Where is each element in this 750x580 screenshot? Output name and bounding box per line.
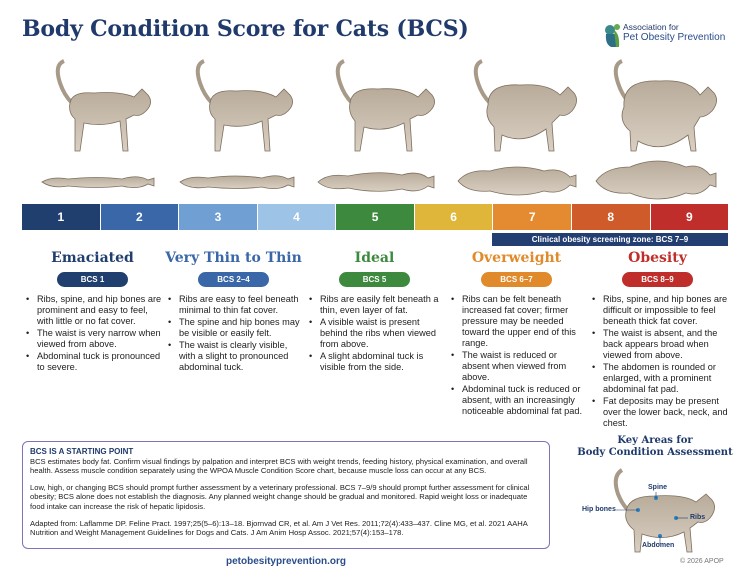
cat-side-5	[616, 61, 717, 151]
cat-side-2	[198, 61, 293, 151]
bcs-segment-1	[22, 204, 101, 230]
key-title-line1: Key Areas for	[617, 435, 693, 446]
bcs-segment-label: 9	[685, 210, 693, 224]
note-paragraph-1: BCS estimates body fat. Confirm visual findings by palpation and interpret BCS with weight trends, feeding history, physical examination, and overall health. Assess muscle condition separately using the WPOA Muscle Condition Score chart, because muscle loss can occur at any BCS.	[30, 456, 528, 476]
bcs-pill-ideal: BCS 5	[339, 272, 410, 287]
list-item: • The waist is absent, and the back appears broad when viewed from above.	[590, 328, 730, 361]
bcs-segment-label: 7	[528, 210, 536, 224]
list-item: • The spine and hip bones may be visible or easily felt.	[166, 317, 304, 339]
starting-point-note	[22, 441, 550, 549]
cat-side-3	[338, 61, 435, 151]
bcs-segment-6	[415, 204, 494, 230]
list-item: • The waist is very narrow when viewed from above.	[24, 328, 162, 350]
category-title-overweight: Overweight	[471, 250, 562, 266]
bcs-pill-obesity: BCS 8–9	[622, 272, 693, 287]
note-references: Adapted from: Laflamme DP. Feline Pract. 1997;25(5–6):13–18. Bjornvad CR, et al. Am J Vet Res. 2011;72(4):433–437. Cline MG, et al. 2021 AAHA Nutrition and Weight Management Guidelines for Dogs and Cats. J Am Anim Hosp Assoc. 2021;57(4):153–178.	[30, 518, 528, 538]
key-label-spine: Spine	[648, 484, 668, 491]
bcs-segment-7	[493, 204, 572, 230]
bcs-segment-label: 4	[293, 210, 300, 224]
bcs-segment-label: 5	[371, 210, 379, 224]
cat-side-4	[476, 61, 577, 151]
bullets-obesity	[590, 294, 730, 430]
key-label-ribs: Ribs	[690, 514, 706, 521]
list-item: • Ribs are easily felt beneath a thin, even layer of fat.	[307, 294, 445, 316]
bcs-pill-thin: BCS 2–4	[198, 272, 269, 287]
category-title-emaciated: Emaciated	[51, 250, 134, 266]
bcs-segment-label: 2	[136, 210, 143, 224]
list-item: • A visible waist is present behind the ribs when viewed from above.	[307, 317, 445, 350]
bcs-segment-label: 8	[607, 210, 615, 224]
cat-side-1	[58, 61, 151, 151]
list-item: • The waist is reduced or absent when viewed from above.	[449, 350, 587, 383]
key-title-line2: Body Condition Assessment	[577, 447, 733, 458]
cat-top-2	[180, 176, 294, 189]
bullets-emaciated	[24, 294, 162, 374]
list-item: • The abdomen is rounded or enlarged, with a prominent abdominal fat pad.	[590, 362, 730, 395]
key-areas-title	[565, 435, 745, 459]
bcs-segment-5	[336, 204, 415, 230]
bcs-pill-overweight: BCS 6–7	[481, 272, 552, 287]
list-item: • Ribs can be felt beneath increased fat cover; firmer pressure may be needed toward the upper end of this range.	[449, 294, 587, 349]
bcs-segment-label: 6	[450, 210, 457, 224]
bcs-segment-4	[258, 204, 337, 230]
obesity-zone-banner: Clinical obesity screening zone: BCS 7–9	[492, 233, 728, 246]
dog-cat-logo-icon	[604, 22, 622, 48]
list-item: • Ribs are easy to feel beneath minimal to thin fat cover.	[166, 294, 304, 316]
list-item: • A slight abdominal tuck is visible from the side.	[307, 351, 445, 373]
cat-top-5	[596, 161, 716, 199]
bcs-segment-8	[572, 204, 651, 230]
note-paragraph-2: Low, high, or changing BCS should prompt further assessment by a veterinary professional. BCS 7–9/9 should prompt further assessment for clinical obesity; BCS alone does not establish the diagnosis. Any planned weight change should be gradual and monitored. Rapid weight loss or inadequate food intake can increase the risk of hepatic lipidosis.	[30, 482, 530, 511]
bcs-segment-9	[651, 204, 729, 230]
list-item: • Abdominal tuck is pronounced to severe.	[24, 351, 162, 373]
category-title-thin: Very Thin to Thin	[165, 250, 302, 266]
list-item: • Abdominal tuck is reduced or absent, with an increasingly noticeable abdominal fat pad.	[449, 384, 587, 417]
bcs-pill-emaciated: BCS 1	[57, 272, 128, 287]
category-title-ideal: Ideal	[354, 250, 395, 266]
list-item: • Ribs, spine, and hip bones are difficult or impossible to feel beneath thick fat cover.	[590, 294, 730, 327]
cat-top-3	[318, 173, 434, 192]
cat-illustrations	[22, 55, 728, 200]
bcs-segment-label: 3	[214, 210, 222, 224]
copyright: © 2026 APOP	[680, 558, 724, 565]
bcs-scale-bar	[22, 204, 728, 230]
key-label-abdomen: Abdomen	[642, 542, 675, 549]
bullets-ideal	[307, 294, 445, 374]
bullets-thin	[166, 294, 304, 374]
page-title: Body Condition Score for Cats (BCS)	[22, 16, 469, 42]
cat-top-4	[458, 167, 576, 195]
apop-logo	[604, 22, 744, 50]
note-heading: BCS IS A STARTING POINT	[30, 447, 134, 456]
website-link[interactable]: petobesityprevention.org	[225, 556, 346, 567]
logo-line1: Association for	[623, 22, 679, 32]
bullets-overweight	[449, 294, 587, 418]
cat-top-1	[42, 177, 154, 188]
bcs-segment-3	[179, 204, 258, 230]
key-label-hip-bones: Hip bones	[582, 506, 616, 513]
category-title-obesity: Obesity	[628, 250, 687, 266]
list-item: • Fat deposits may be present over the lower back, neck, and chest.	[590, 396, 730, 429]
list-item: • Ribs, spine, and hip bones are prominent and easy to feel, with little or no fat cover.	[24, 294, 162, 327]
key-areas-diagram	[560, 462, 746, 554]
bcs-segment-2	[101, 204, 180, 230]
list-item: • The waist is clearly visible, with a slight to pronounced abdominal tuck.	[166, 340, 304, 373]
bcs-segment-label: 1	[57, 210, 65, 224]
logo-line2: Pet Obesity Prevention	[623, 32, 726, 43]
